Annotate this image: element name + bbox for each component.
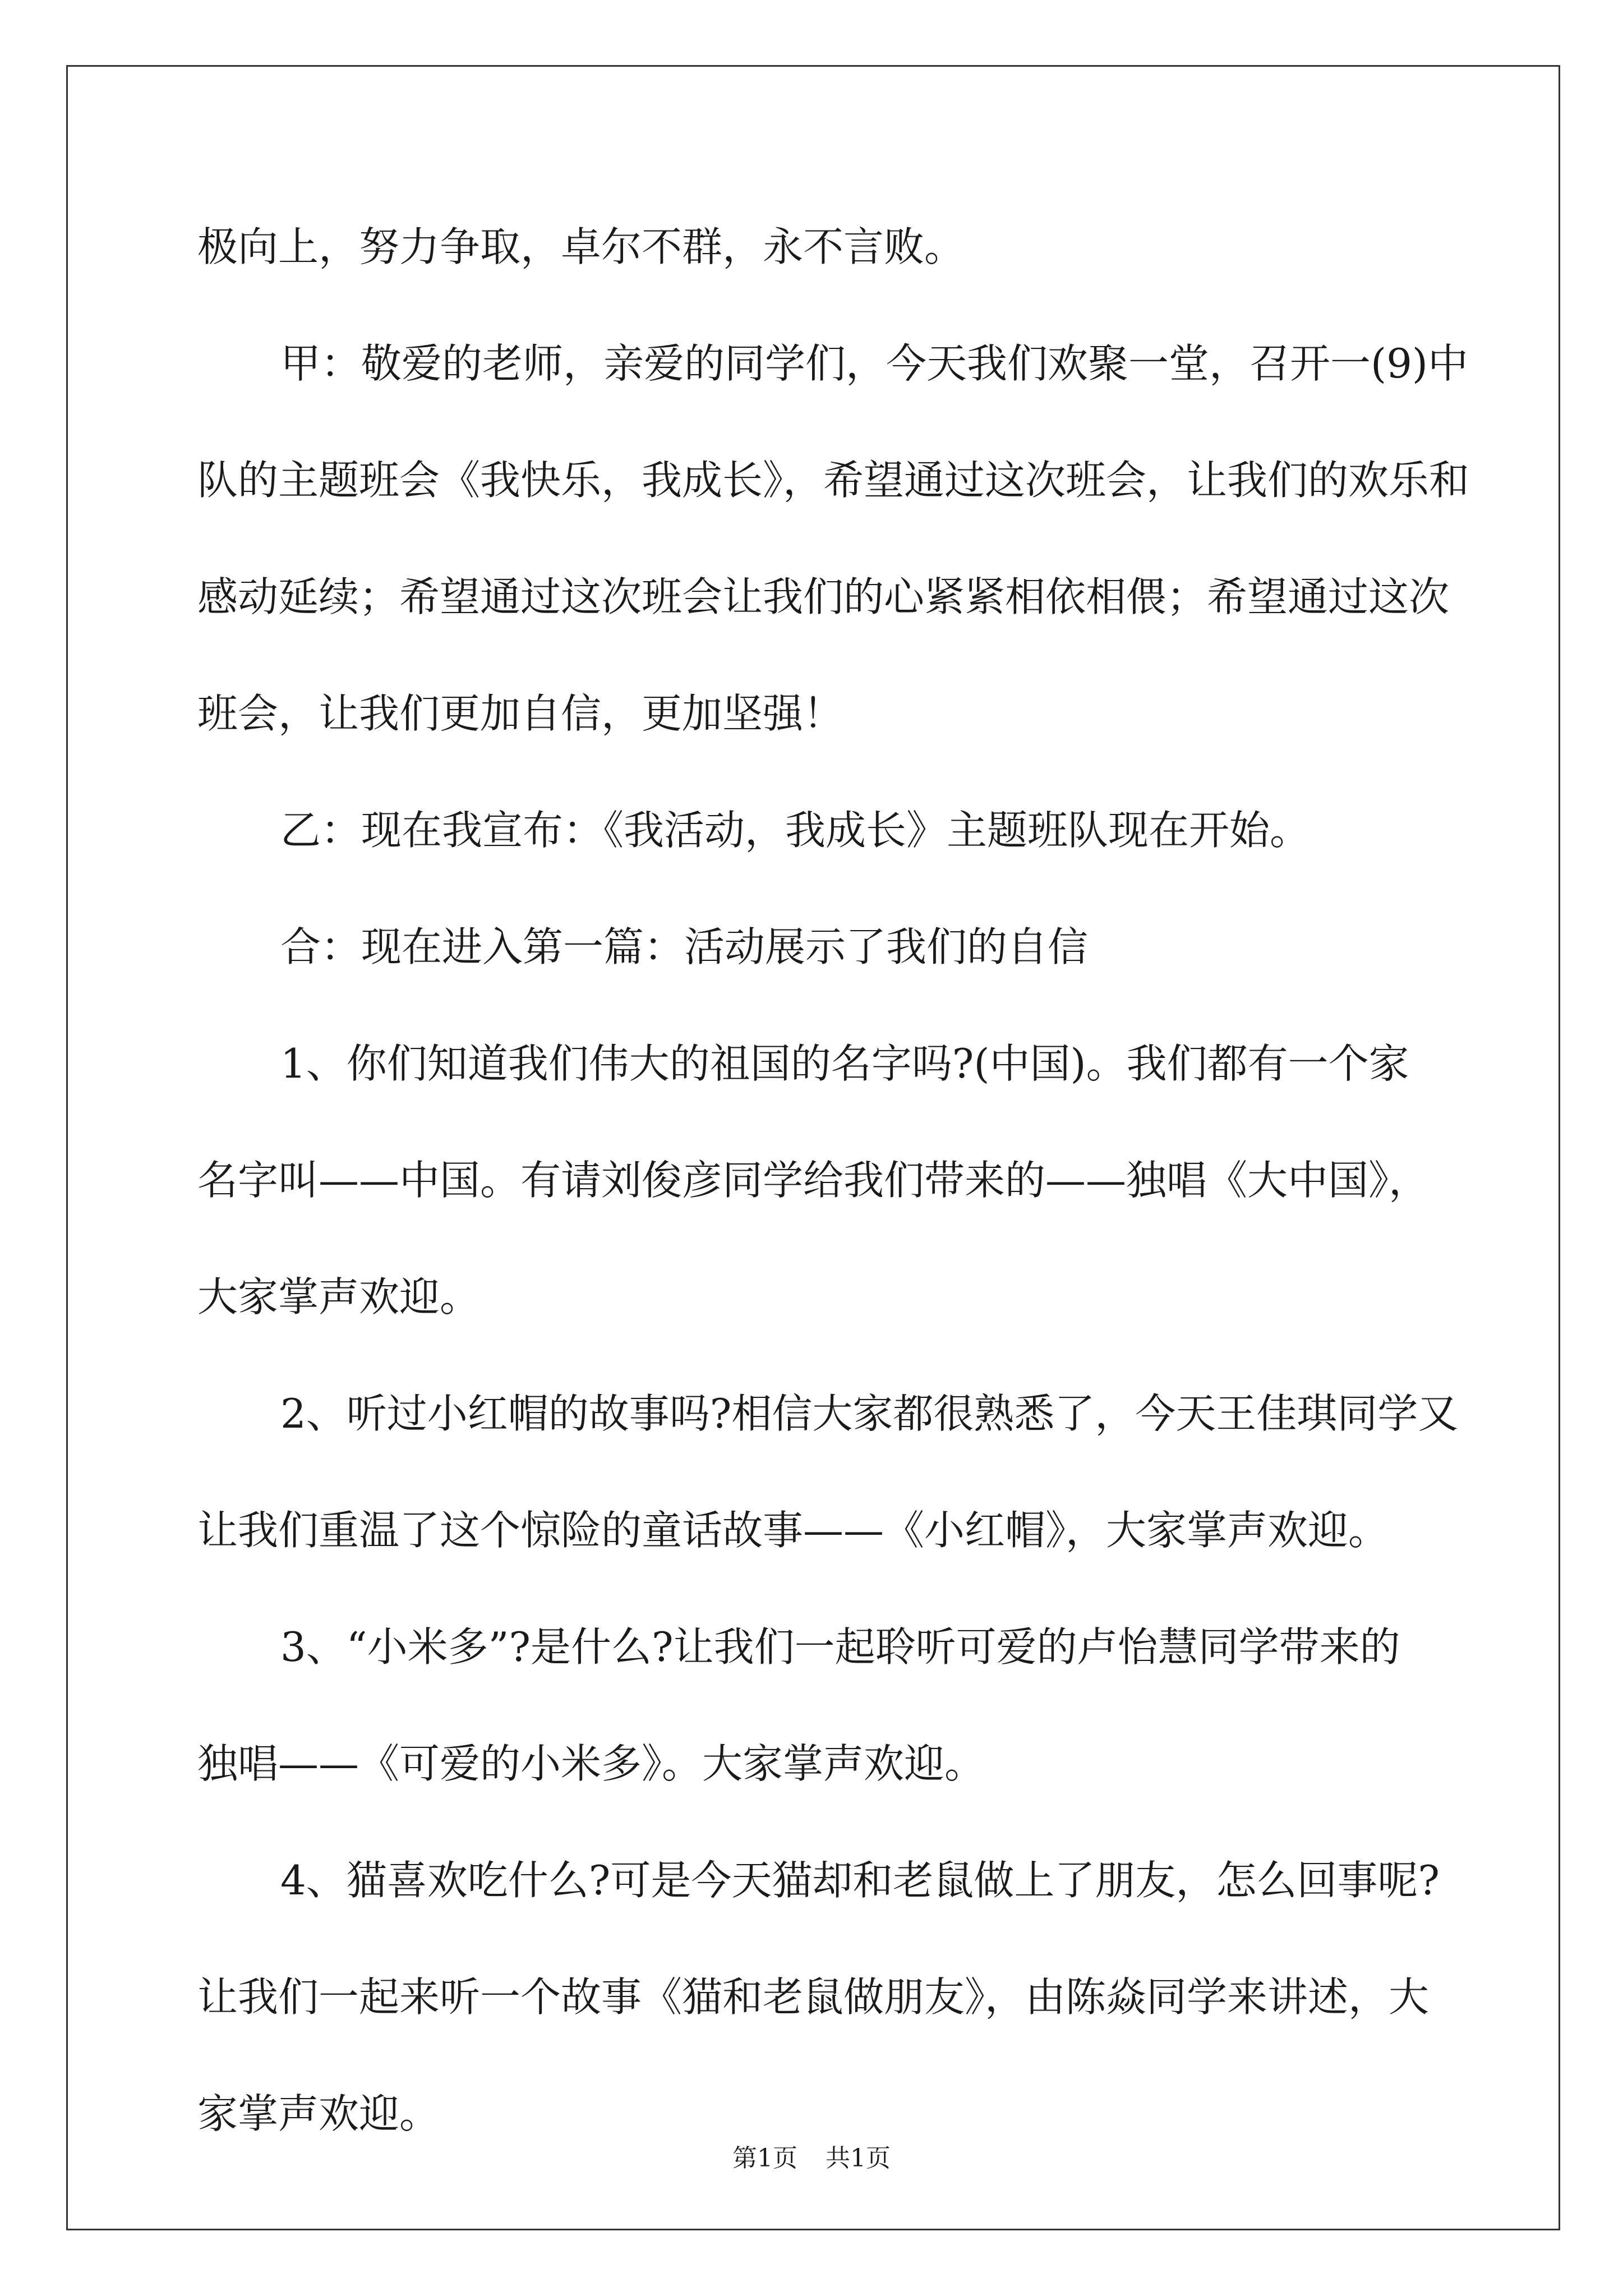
text-line: 名字叫——中国。有请刘俊彦同学给我们带来的——独唱《大中国》，	[197, 1157, 1430, 1204]
text-line: 甲：敬爱的老师，亲爱的同学们，今天我们欢聚一堂，召开一(9)中	[280, 340, 1468, 387]
document-body	[197, 188, 1470, 2172]
page-footer	[0, 2142, 1623, 2175]
page-number: 第1页	[732, 2144, 797, 2173]
text-line: 感动延续；希望通过这次班会让我们的心紧紧相依相偎；希望通过这次	[197, 573, 1450, 620]
text-line: 1、你们知道我们伟大的祖国的名字吗?(中国)。我们都有一个家	[280, 1040, 1409, 1087]
text-line: 2、听过小红帽的故事吗?相信大家都很熟悉了，今天王佳琪同学又	[280, 1390, 1459, 1437]
page-total: 共1页	[826, 2144, 891, 2173]
text-line: 让我们一起来听一个故事《猫和老鼠做朋友》，由陈焱同学来讲述，大	[197, 1973, 1430, 2021]
text-line: 队的主题班会《我快乐，我成长》，希望通过这次班会，让我们的欢乐和	[197, 457, 1470, 504]
text-line: 家掌声欢迎。	[197, 2090, 440, 2137]
text-line: 乙：现在我宣布：《我活动，我成长》主题班队现在开始。	[280, 807, 1311, 854]
text-line: 3、“小米多”?是什么?让我们一起聆听可爱的卢怡慧同学带来的	[280, 1623, 1400, 1671]
text-line: 极向上，努力争取，卓尔不群，永不言败。	[197, 223, 965, 270]
text-line: 独唱——《可爱的小米多》。大家掌声欢迎。	[197, 1740, 985, 1787]
text-line: 让我们重温了这个惊险的童话故事——《小红帽》，大家掌声欢迎。	[197, 1507, 1389, 1554]
text-line: 合：现在进入第一篇：活动展示了我们的自信	[280, 923, 1089, 970]
text-line: 大家掌声欢迎。	[197, 1273, 481, 1320]
text-line: 4、猫喜欢吃什么?可是今天猫却和老鼠做上了朋友，怎么回事呢?	[280, 1857, 1440, 1904]
text-line: 班会，让我们更加自信，更加坚强！	[197, 690, 844, 737]
